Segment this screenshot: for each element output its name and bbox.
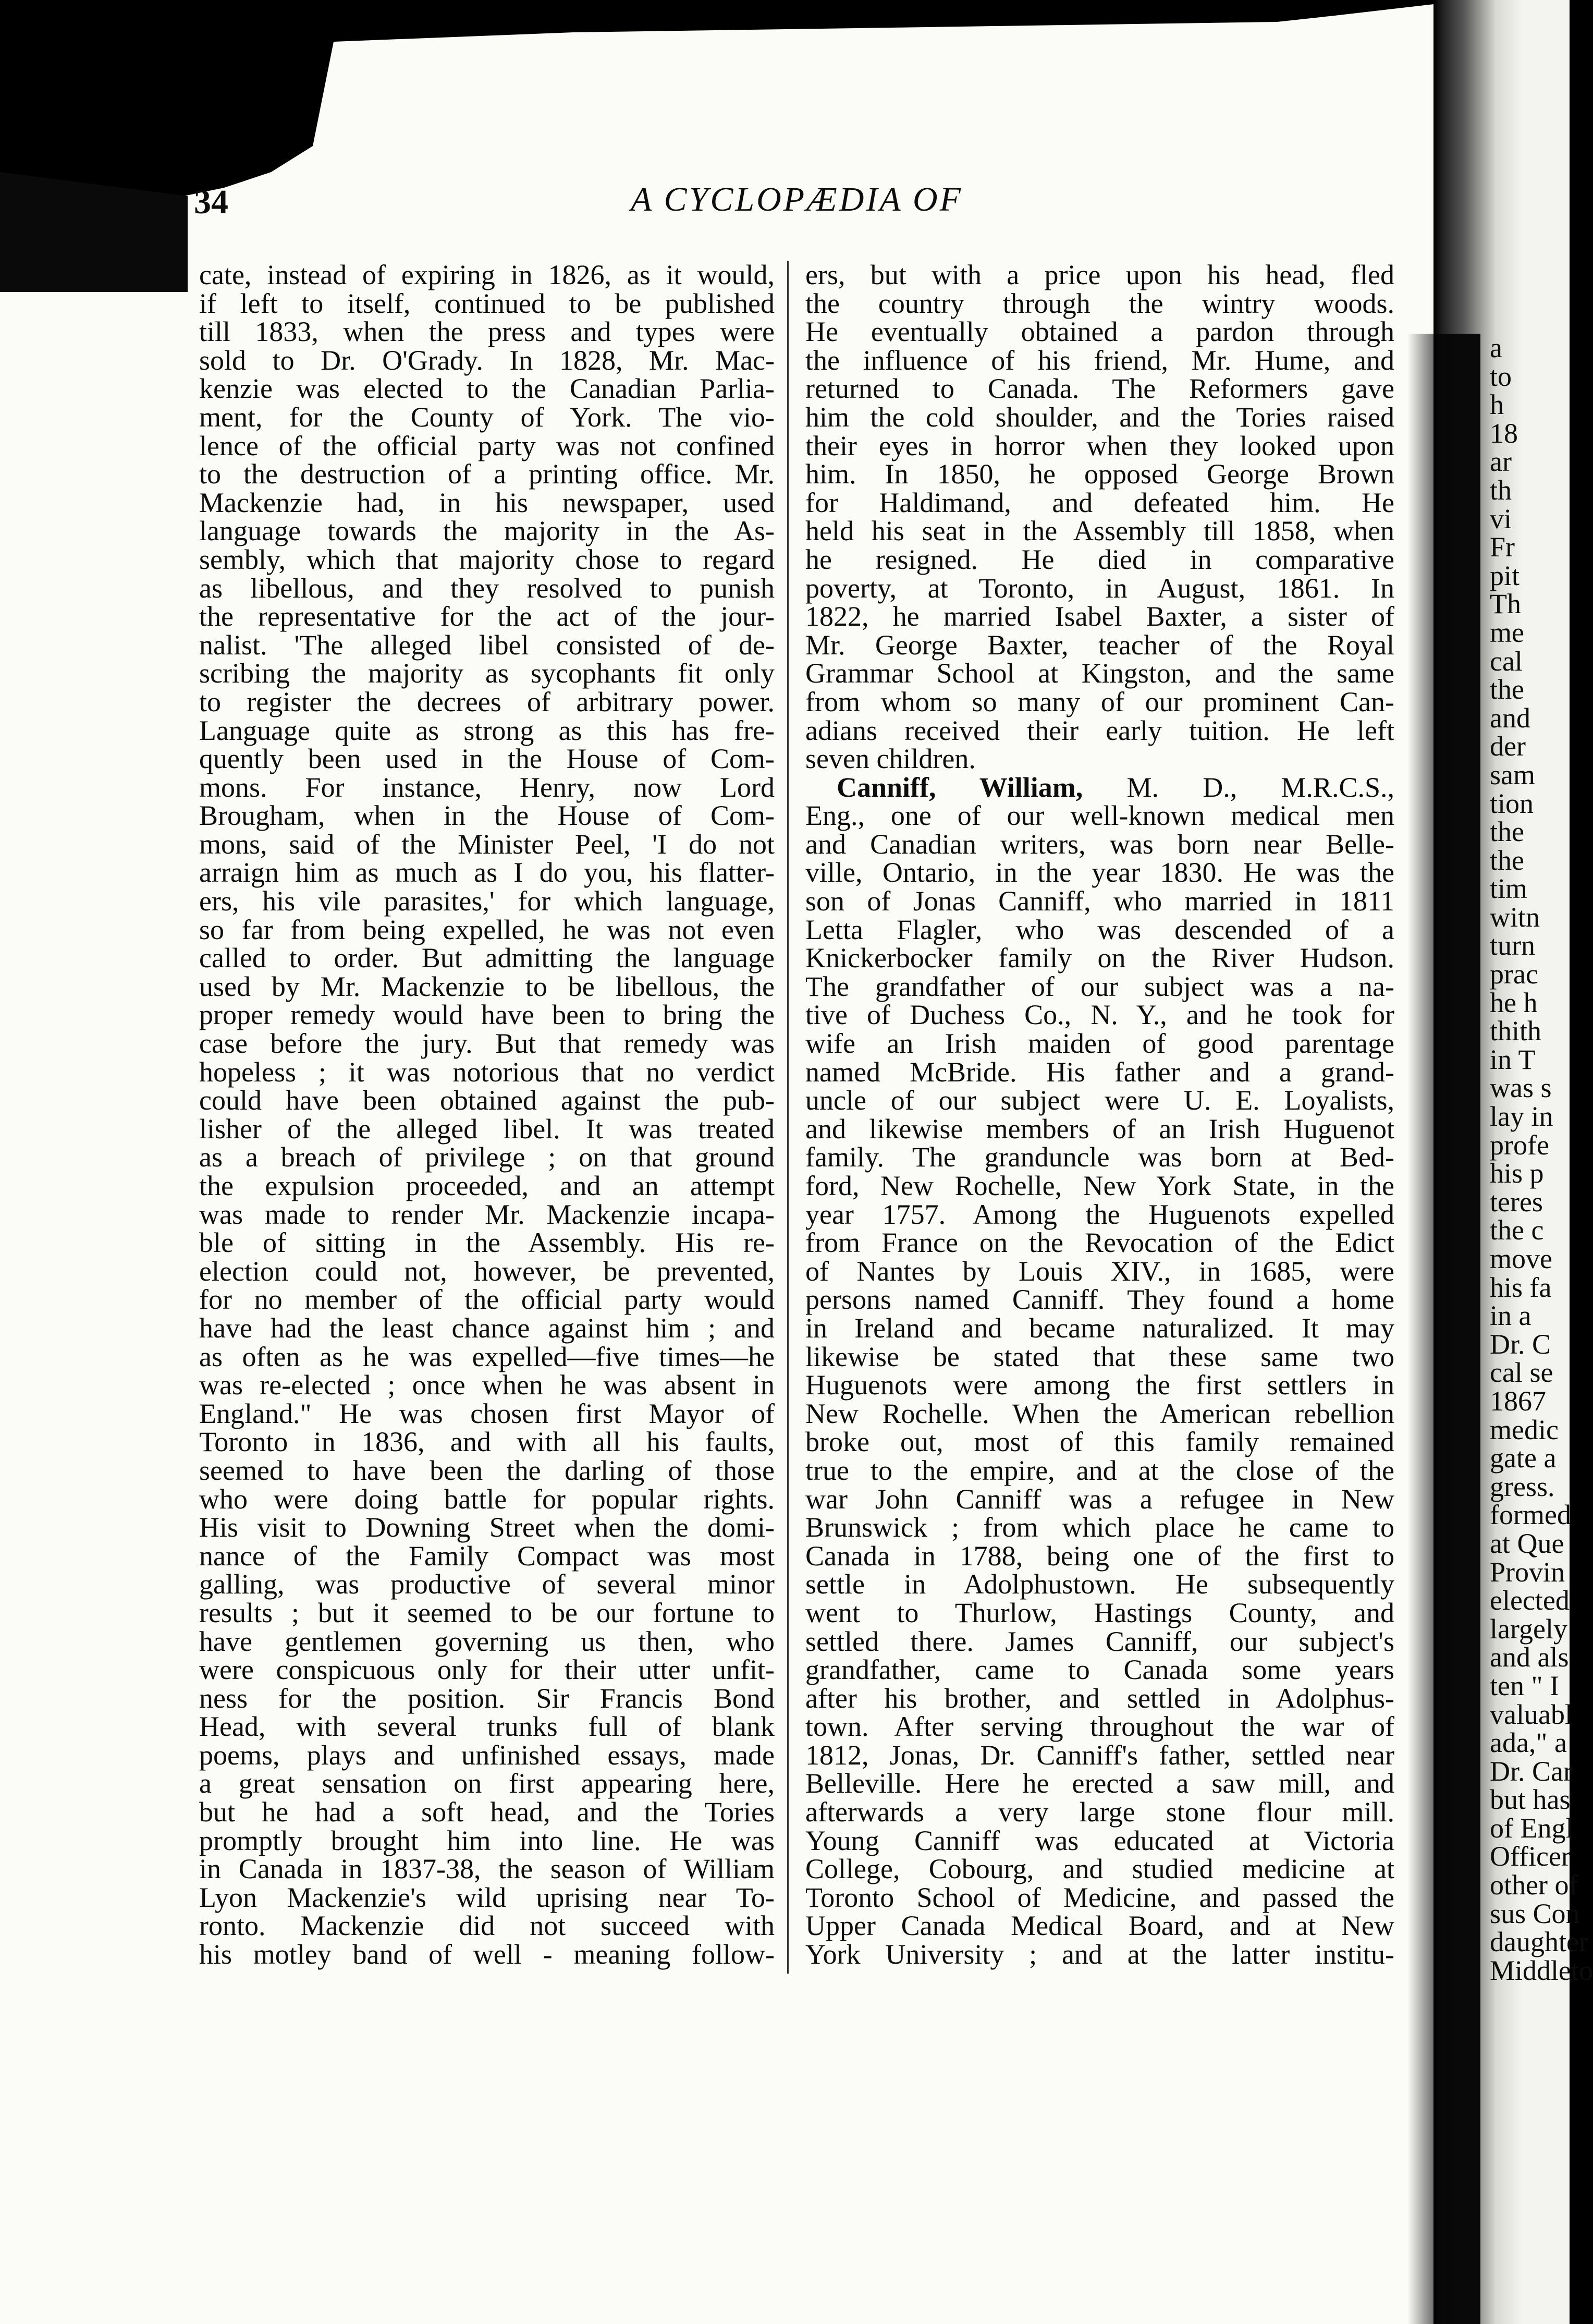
- text-line: Huguenots were among the first settlers in: [805, 1369, 1394, 1401]
- running-head: A CYCLOPÆDIA OF: [631, 180, 963, 218]
- text-line: kenzie was elected to the Canadian Parlia-: [199, 373, 775, 405]
- text-line: to register the decrees of arbitrary power.: [199, 686, 775, 717]
- text-line: proper remedy would have been to bring the: [199, 999, 775, 1031]
- facing-fragment: his fa: [1490, 1271, 1552, 1303]
- text-line: 1822, he married Isabel Baxter, a sister of: [805, 601, 1394, 632]
- facing-fragment: lay in: [1490, 1101, 1553, 1133]
- text-line: Brougham, when in the House of Com-: [199, 800, 775, 832]
- text-line: lence of the official party was not confined: [199, 430, 775, 461]
- text-line: mons. For instance, Henry, now Lord: [199, 771, 775, 803]
- text-line: held his seat in the Assembly till 1858, when: [805, 515, 1394, 547]
- text-line: nalist. 'The alleged libel consisted of de-: [199, 629, 775, 661]
- facing-fragment: profe: [1490, 1129, 1549, 1161]
- text-line: town. After serving throughout the war of: [805, 1711, 1394, 1743]
- text-line: named McBride. His father and a grand-: [805, 1056, 1394, 1088]
- facing-fragment: Th: [1490, 588, 1521, 620]
- facing-fragment: pit: [1490, 559, 1520, 591]
- facing-fragment: the: [1490, 816, 1524, 848]
- text-line: promptly brought him into line. He was: [199, 1824, 775, 1856]
- text-line: sold to Dr. O'Grady. In 1828, Mr. Mac-: [199, 344, 775, 376]
- facing-fragment: cal: [1490, 645, 1523, 677]
- text-line: as often as he was expelled—five times—he: [199, 1341, 775, 1372]
- text-line: Mackenzie had, in his newspaper, used: [199, 486, 775, 518]
- text-line: grandfather, came to Canada some years: [805, 1654, 1394, 1686]
- facing-fragment: Middleto: [1490, 1954, 1593, 1986]
- text-line: went to Thurlow, Hastings County, and: [805, 1597, 1394, 1628]
- text-line: York University ; and at the latter institu-: [805, 1939, 1394, 1970]
- text-line: after his brother, and settled in Adolphus-: [805, 1682, 1394, 1714]
- text-line: seven children.: [805, 743, 976, 775]
- text-line: till 1833, when the press and types were: [199, 316, 775, 348]
- right-column: [805, 261, 1394, 1969]
- text-line: The grandfather of our subject was a na-: [805, 970, 1394, 1002]
- text-line: England." He was chosen first Mayor of: [199, 1397, 775, 1429]
- text-line: ble of sitting in the Assembly. His re-: [199, 1227, 775, 1259]
- facing-fragment: turn: [1490, 930, 1535, 962]
- text-line: he resigned. He died in comparative: [805, 543, 1394, 575]
- text-line: Toronto School of Medicine, and passed the: [805, 1881, 1394, 1913]
- text-line: poems, plays and unfinished essays, made: [199, 1739, 775, 1771]
- text-line: year 1757. Among the Huguenots expelled: [805, 1198, 1394, 1230]
- text-line: seemed to have been the darling of those: [199, 1454, 775, 1486]
- facing-fragment: tion: [1490, 787, 1534, 819]
- facing-fragment: Provin: [1490, 1556, 1565, 1588]
- text-line: have gentlemen governing us then, who: [199, 1625, 775, 1657]
- page-number: 34: [194, 183, 228, 221]
- text-line: settle in Adolphustown. He subsequently: [805, 1568, 1394, 1600]
- text-line: ronto. Mackenzie did not succeed with: [199, 1910, 775, 1942]
- facing-fragment: vi: [1490, 503, 1512, 534]
- facing-fragment: in T: [1490, 1043, 1536, 1075]
- text-line: language towards the majority in the As-: [199, 515, 775, 547]
- text-line: as libellous, and they resolved to punish: [199, 572, 775, 604]
- facing-fragment: elected: [1490, 1585, 1570, 1616]
- facing-fragment: daughter: [1490, 1926, 1588, 1958]
- text-line: in Canada in 1837-38, the season of William: [199, 1853, 775, 1885]
- facing-fragment: Fr: [1490, 531, 1515, 563]
- text-line: ville, Ontario, in the year 1830. He was the: [805, 857, 1394, 889]
- text-line: 1812, Jonas, Dr. Canniff's father, settled near: [805, 1739, 1394, 1771]
- text-line: but he had a soft head, and the Tories: [199, 1796, 775, 1828]
- facing-fragment: he h: [1490, 987, 1538, 1018]
- text-line: were conspicuous only for their utter unfit-: [199, 1654, 775, 1686]
- text-line: adians received their early tuition. He left: [805, 714, 1394, 746]
- text-line: who were doing battle for popular rights.: [199, 1483, 775, 1515]
- text-line: Grammar School at Kingston, and the same: [805, 658, 1394, 689]
- text-line: the influence of his friend, Mr. Hume, and: [805, 344, 1394, 376]
- scan-edge-shadow: [0, 172, 188, 292]
- text-line: New Rochelle. When the American rebellion: [805, 1397, 1394, 1429]
- text-line: settled there. James Canniff, our subject's: [805, 1625, 1394, 1657]
- text-line: as a breach of privilege ; on that ground: [199, 1141, 775, 1173]
- text-line: Young Canniff was educated at Victoria: [805, 1824, 1394, 1856]
- text-line: Brunswick ; from which place he came to: [805, 1512, 1394, 1543]
- text-line: ness for the position. Sir Francis Bond: [199, 1682, 775, 1714]
- text-line: ford, New Rochelle, New York State, in the: [805, 1170, 1394, 1201]
- facing-fragment: Dr. Car: [1490, 1755, 1573, 1787]
- facing-fragment: at Que: [1490, 1527, 1564, 1559]
- facing-fragment: a: [1490, 332, 1502, 363]
- facing-fragment: th: [1490, 474, 1512, 506]
- facing-fragment: gate a: [1490, 1442, 1557, 1474]
- text-line: College, Cobourg, and studied medicine at: [805, 1853, 1394, 1885]
- text-line: and likewise members of an Irish Huguenot: [805, 1113, 1394, 1145]
- facing-fragment: the: [1490, 844, 1524, 876]
- text-line: from whom so many of our prominent Can-: [805, 686, 1394, 717]
- text-line: broke out, most of this family remained: [805, 1426, 1394, 1458]
- left-column: [199, 261, 775, 1969]
- text-line: so far from being expelled, he was not even: [199, 914, 775, 945]
- text-line: Language quite as strong as this has fre-: [199, 714, 775, 746]
- column-rule: [787, 261, 789, 1974]
- text-line: was re-elected ; once when he was absent in: [199, 1369, 775, 1401]
- facing-fragment: prac: [1490, 958, 1538, 990]
- text-line: in Ireland and became naturalized. It may: [805, 1312, 1394, 1344]
- text-line: He eventually obtained a pardon through: [805, 316, 1394, 348]
- facing-fragment: Officer: [1490, 1841, 1571, 1872]
- text-line: him the cold shoulder, and the Tories raised: [805, 401, 1394, 433]
- text-line: lisher of the alleged libel. It was treated: [199, 1113, 775, 1145]
- text-line: scribing the majority as sycophants fit only: [199, 658, 775, 689]
- text-line: for Haldimand, and defeated him. He: [805, 486, 1394, 518]
- facing-fragment: the c: [1490, 1214, 1544, 1246]
- facing-fragment: medic: [1490, 1414, 1559, 1445]
- text-line: returned to Canada. The Reformers gave: [805, 373, 1394, 405]
- facing-fragment: der: [1490, 731, 1526, 762]
- facing-fragment: and: [1490, 702, 1530, 734]
- text-line: war John Canniff was a refugee in New: [805, 1483, 1394, 1515]
- text-line: mons, said of the Minister Peel, 'I do not: [199, 828, 775, 860]
- text-line: arraign him as much as I do you, his flatter-: [199, 857, 775, 889]
- facing-fragment: sus Con: [1490, 1897, 1580, 1929]
- facing-fragment: was s: [1490, 1072, 1552, 1104]
- text-line: Eng., one of our well-known medical men: [805, 800, 1394, 832]
- text-line: their eyes in horror when they looked upon: [805, 430, 1394, 461]
- text-line: Belleville. Here he erected a saw mill, and: [805, 1768, 1394, 1799]
- entry-name: Canniff, William,: [837, 771, 1083, 803]
- text-line: son of Jonas Canniff, who married in 1811: [805, 885, 1394, 917]
- entry-heading-line: [805, 773, 1394, 802]
- text-line: Knickerbocker family on the River Hudson.: [805, 942, 1394, 974]
- text-line: hopeless ; it was notorious that no verdict: [199, 1056, 775, 1088]
- facing-fragment: teres: [1490, 1186, 1543, 1218]
- facing-fragment: of Engl: [1490, 1812, 1574, 1844]
- facing-fragment: move: [1490, 1243, 1552, 1274]
- text-line: Head, with several trunks full of blank: [199, 1711, 775, 1743]
- gutter-shadow: [1407, 334, 1480, 2324]
- text-line: the country through the wintry woods.: [805, 287, 1394, 319]
- facing-fragment: h: [1490, 389, 1504, 421]
- text-line: Canada in 1788, being one of the first to: [805, 1540, 1394, 1572]
- text-line: results ; but it seemed to be our fortune to: [199, 1597, 775, 1628]
- facing-fragment: formed: [1490, 1499, 1571, 1531]
- text-line: cate, instead of expiring in 1826, as it would,: [199, 259, 775, 290]
- facing-fragment: his p: [1490, 1158, 1544, 1189]
- text-line: His visit to Downing Street when the domi-: [199, 1512, 775, 1543]
- text-line: called to order. But admitting the language: [199, 942, 775, 974]
- facing-fragment: cal se: [1490, 1357, 1553, 1389]
- text-line: ment, for the County of York. The vio-: [199, 401, 775, 433]
- facing-fragment: largely: [1490, 1613, 1567, 1645]
- facing-fragment: gress.: [1490, 1470, 1555, 1502]
- text-line: tive of Duchess Co., N. Y., and he took for: [805, 999, 1394, 1031]
- entry-titles: M. D., M.R.C.S.,: [1083, 771, 1394, 803]
- facing-page-text: [1490, 332, 1593, 1986]
- facing-fragment: to: [1490, 360, 1512, 392]
- facing-fragment: me: [1490, 616, 1524, 648]
- facing-fragment: the: [1490, 674, 1524, 705]
- text-line: likewise be stated that these same two: [805, 1341, 1394, 1372]
- text-line: have had the least chance against him ; and: [199, 1312, 775, 1344]
- text-line: could have been obtained against the pub-: [199, 1085, 775, 1116]
- facing-fragment: 1867: [1490, 1385, 1546, 1417]
- text-line: was made to render Mr. Mackenzie incapa-: [199, 1198, 775, 1230]
- facing-fragment: other of: [1490, 1869, 1578, 1901]
- text-line: ers, his vile parasites,' for which language,: [199, 885, 775, 917]
- facing-fragment: sam: [1490, 759, 1535, 790]
- text-line: Letta Flagler, who was descended of a: [805, 914, 1394, 945]
- text-line: poverty, at Toronto, in August, 1861. In: [805, 572, 1394, 604]
- text-line: quently been used in the House of Com-: [199, 743, 775, 775]
- text-line: Mr. George Baxter, teacher of the Royal: [805, 629, 1394, 661]
- text-line: used by Mr. Mackenzie to be libellous, the: [199, 970, 775, 1002]
- text-line: wife an Irish maiden of good parentage: [805, 1028, 1394, 1060]
- facing-fragment: and als: [1490, 1641, 1569, 1673]
- text-line: and Canadian writers, was born near Belle-: [805, 828, 1394, 860]
- text-line: his motley band of well - meaning follow-: [199, 1939, 775, 1970]
- text-line: a great sensation on first appearing here,: [199, 1768, 775, 1799]
- facing-fragment: ada," a: [1490, 1727, 1567, 1759]
- text-line: true to the empire, and at the close of the: [805, 1454, 1394, 1486]
- text-line: nance of the Family Compact was most: [199, 1540, 775, 1572]
- text-line: Upper Canada Medical Board, and at New: [805, 1910, 1394, 1942]
- text-line: ers, but with a price upon his head, fled: [805, 259, 1394, 290]
- facing-fragment: ten " I: [1490, 1670, 1559, 1701]
- text-line: for no member of the official party would: [199, 1284, 775, 1316]
- facing-fragment: valuabl: [1490, 1698, 1573, 1730]
- facing-fragment: in a: [1490, 1300, 1531, 1332]
- facing-fragment: ar: [1490, 446, 1512, 478]
- text-line: persons named Canniff. They found a home: [805, 1284, 1394, 1316]
- facing-fragment: thith: [1490, 1015, 1542, 1047]
- text-line: to the destruction of a printing office. Mr.: [199, 458, 775, 490]
- text-line: him. In 1850, he opposed George Brown: [805, 458, 1394, 490]
- text-line: galling, was productive of several minor: [199, 1568, 775, 1600]
- facing-fragment: witn: [1490, 901, 1540, 933]
- text-line: the expulsion proceeded, and an attempt: [199, 1170, 775, 1201]
- text-line: the representative for the act of the jour-: [199, 601, 775, 632]
- text-line: case before the jury. But that remedy was: [199, 1028, 775, 1060]
- text-line: if left to itself, continued to be published: [199, 287, 775, 319]
- text-line: family. The granduncle was born at Bed-: [805, 1141, 1394, 1173]
- text-line: Lyon Mackenzie's wild uprising near To-: [199, 1881, 775, 1913]
- text-line: uncle of our subject were U. E. Loyalists,: [805, 1085, 1394, 1116]
- text-line: from France on the Revocation of the Edict: [805, 1227, 1394, 1259]
- text-line: Toronto in 1836, and with all his faults,: [199, 1426, 775, 1458]
- facing-fragment: Dr. C: [1490, 1328, 1551, 1360]
- text-line: sembly, which that majority chose to regard: [199, 543, 775, 575]
- text-line: afterwards a very large stone flour mill.: [805, 1796, 1394, 1828]
- text-line: election could not, however, be prevented,: [199, 1255, 775, 1287]
- text-line: of Nantes by Louis XIV., in 1685, were: [805, 1255, 1394, 1287]
- facing-fragment: but has: [1490, 1784, 1571, 1816]
- facing-fragment: tim: [1490, 873, 1528, 905]
- facing-fragment: 18: [1490, 417, 1518, 449]
